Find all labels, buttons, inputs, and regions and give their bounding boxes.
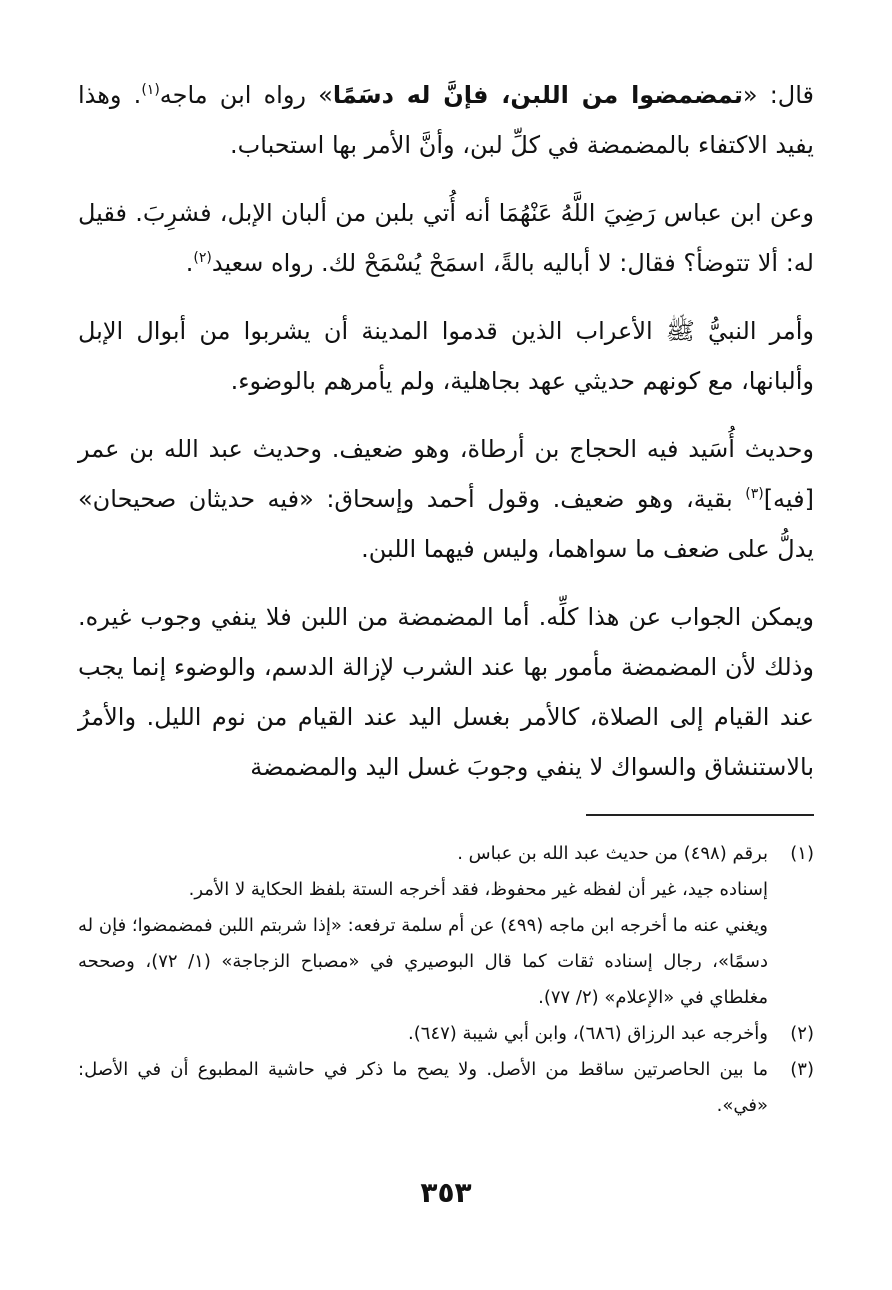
- footnote-text: ما بين الحاصرتين ساقط من الأصل. ولا يصح ما ذكر في حاشية المطبوع أن في الأصل: «في».: [78, 1059, 768, 1116]
- paragraph-4: [78, 424, 814, 574]
- paragraph-3: [78, 306, 814, 406]
- text-run: وعن ابن عباس رَضِيَ اللَّهُ عَنْهُمَا أنه أُتي بلبن من ألبان الإبل، فشرِبَ. فقيل له: ألا تتوضأ؟ فقال: لا أباليه بالةً، اسمَحْ يُسْمَحْ لك. رواه سعيد: [78, 199, 814, 277]
- footnote-text: برقم (٤٩٨) من حديث عبد الله بن عباس .: [457, 843, 768, 864]
- footnote-2: [78, 1016, 814, 1052]
- text-run: وأمر النبيُّ ﷺ الأعراب الذين قدموا المدينة أن يشربوا من أبوال الإبل وألبانها، مع كونهم حديثي عهد بجاهلية، ولم يأمرهم بالوضوء.: [78, 317, 814, 395]
- page-number: ٣٥٣: [420, 1176, 472, 1209]
- paragraph-2: [78, 188, 814, 288]
- text-run: . وهذا يفيد الاكتفاء بالمضمضة في كلِّ لبن، وأنَّ الأمر بها استحباب.: [78, 81, 814, 159]
- text-run: » رواه ابن ماجه: [159, 81, 333, 109]
- footnote-separator: [586, 814, 814, 816]
- main-text: [78, 70, 814, 792]
- paragraph-5: [78, 592, 814, 792]
- footnote-text: وأخرجه عبد الرزاق (٦٨٦)، وابن أبي شيبة (٦٤٧).: [408, 1023, 768, 1044]
- footnote-3: [78, 1052, 814, 1124]
- footnote-number: (٢): [790, 1023, 814, 1044]
- text-run: ويمكن الجواب عن هذا كلِّه. أما المضمضة من اللبن فلا ينفي وجوب غيره. وذلك لأن المضمضة مأمور بها عند الشرب لإزالة الدسم، والوضوء إنما يجب عند القيام إلى الصلاة، كالأمر بغسل اليد عند القيام من نوم الليل. والأمرُ بالاستنشاق والسواك لا ينفي وجوبَ غسل اليد والمضمضة: [78, 603, 814, 781]
- footnote-reference: (٣): [745, 486, 764, 502]
- paragraph-1: [78, 70, 814, 170]
- text-run: .: [185, 249, 194, 277]
- quoted-hadith: تمضمضوا من اللبن، فإنَّ له دسَمًا: [332, 81, 743, 109]
- footnote-reference: (١): [141, 82, 160, 98]
- footnotes: [78, 836, 814, 1124]
- text-run: قال: «: [742, 81, 815, 109]
- footnote-1: [78, 836, 814, 872]
- text-run: بقية، وهو ضعيف. وقول أحمد وإسحاق: «فيه حديثان صحيحان» يدلُّ على ضعف ما سواهما، وليس فيهما اللبن.: [78, 485, 814, 563]
- text-run: وحديث أُسَيد فيه الحجاج بن أرطاة، وهو ضعيف. وحديث عبد الله بن عمر [فيه]: [78, 435, 814, 513]
- footnote-1-continuation-1: إسناده جيد، غير أن لفظه غير محفوظ، فقد أخرجه الستة بلفظ الحكاية لا الأمر.: [188, 879, 768, 900]
- footnote-number: (٣): [790, 1059, 814, 1080]
- footnote-1-continuation-2: ويغني عنه ما أخرجه ابن ماجه (٤٩٩) عن أم سلمة ترفعه: «إذا شربتم اللبن فمضمضوا؛ فإن له دسمًا»، رجال إسناده ثقات كما قال البوصيري في «مصباح الزجاجة» (١/ ٧٢)، وصححه مغلطاي في «الإعلام» (٢/ ٧٧).: [78, 915, 769, 1008]
- footnote-reference: (٢): [193, 250, 212, 266]
- footnote-number: (١): [790, 843, 814, 864]
